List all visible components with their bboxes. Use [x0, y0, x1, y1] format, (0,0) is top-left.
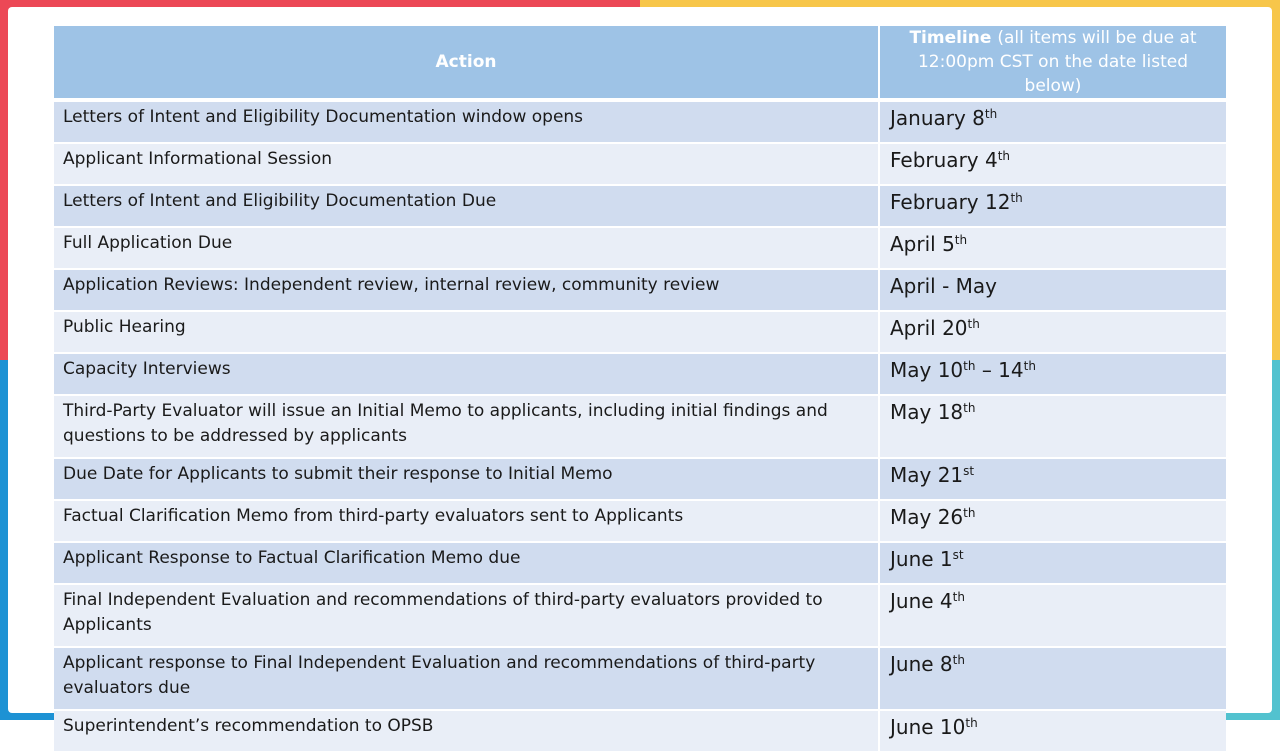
date-suffix: th [963, 506, 976, 520]
table-row [54, 500, 1226, 542]
table-row [54, 395, 1226, 458]
action-cell: Applicant response to Final Independent Evaluation and recommendations of third-party evaluators due [54, 647, 879, 710]
action-cell: Application Reviews: Independent review, internal review, community review [54, 269, 879, 311]
header-timeline-label: Timeline [909, 28, 992, 48]
date-suffix: th [1023, 359, 1036, 373]
timeline-cell [879, 143, 1226, 185]
table-row [54, 353, 1226, 395]
date-text: June 10 [890, 715, 966, 739]
header-timeline [879, 26, 1226, 100]
timeline-cell [879, 710, 1226, 752]
date-text: – 14 [975, 358, 1024, 382]
action-cell: Letters of Intent and Eligibility Documentation Due [54, 185, 879, 227]
date-suffix: th [963, 401, 976, 415]
date-text: February 4 [890, 148, 998, 172]
timeline-cell [879, 395, 1226, 458]
timeline-cell [879, 500, 1226, 542]
table-row [54, 185, 1226, 227]
table-row [54, 710, 1226, 752]
timeline-cell [879, 227, 1226, 269]
date-text: June 1 [890, 547, 953, 571]
table-row [54, 227, 1226, 269]
date-text: April 20 [890, 316, 968, 340]
timeline-cell [879, 647, 1226, 710]
table-row [54, 584, 1226, 647]
date-text: May 21 [890, 463, 964, 487]
date-suffix: th [997, 149, 1011, 163]
date-text: April 5 [890, 232, 955, 256]
date-suffix: th [952, 590, 965, 604]
date-suffix: th [952, 653, 965, 667]
table-row [54, 269, 1226, 311]
table-header-row [54, 26, 1226, 100]
action-cell: Due Date for Applicants to submit their response to Initial Memo [54, 458, 879, 500]
date-text: May 26 [890, 505, 964, 529]
date-suffix: st [952, 548, 964, 562]
table-row [54, 143, 1226, 185]
action-cell: Factual Clarification Memo from third-party evaluators sent to Applicants [54, 500, 879, 542]
table-body [54, 100, 1226, 752]
timeline-cell [879, 353, 1226, 395]
action-cell: Full Application Due [54, 227, 879, 269]
action-cell: Final Independent Evaluation and recommendations of third-party evaluators provided to Applicants [54, 584, 879, 647]
timeline-table [54, 26, 1226, 753]
date-text: May 18 [890, 400, 964, 424]
date-suffix: st [963, 464, 975, 478]
date-text: June 4 [890, 589, 953, 613]
header-action: Action [54, 26, 879, 100]
date-suffix: th [965, 716, 978, 730]
date-suffix: th [963, 359, 976, 373]
table-row [54, 311, 1226, 353]
date-text: January 8 [890, 106, 985, 130]
date-suffix: th [967, 317, 980, 331]
date-suffix: th [984, 107, 998, 121]
table-row [54, 458, 1226, 500]
date-text: May 10 [890, 358, 964, 382]
action-cell: Applicant Informational Session [54, 143, 879, 185]
date-text: June 8 [890, 652, 953, 676]
table-row [54, 647, 1226, 710]
timeline-cell [879, 269, 1226, 311]
timeline-cell [879, 584, 1226, 647]
action-cell: Third-Party Evaluator will issue an Initial Memo to applicants, including initial findings and questions to be addressed by applicants [54, 395, 879, 458]
action-cell: Applicant Response to Factual Clarification Memo due [54, 542, 879, 584]
timeline-cell [879, 458, 1226, 500]
timeline-cell [879, 185, 1226, 227]
action-cell: Public Hearing [54, 311, 879, 353]
header-timeline-note: (all items will be due at 12:00pm CST on the date listed below) [917, 28, 1197, 96]
timeline-cell [879, 311, 1226, 353]
table-row [54, 542, 1226, 584]
action-cell: Superintendent’s recommendation to OPSB [54, 710, 879, 752]
timeline-cell [879, 100, 1226, 143]
date-text: February 12 [890, 190, 1011, 214]
table-row [54, 100, 1226, 143]
date-text: April - May [890, 274, 997, 298]
action-cell: Capacity Interviews [54, 353, 879, 395]
action-cell: Letters of Intent and Eligibility Documentation window opens [54, 100, 879, 143]
timeline-cell [879, 542, 1226, 584]
date-suffix: th [1010, 191, 1023, 205]
date-suffix: th [954, 233, 968, 247]
